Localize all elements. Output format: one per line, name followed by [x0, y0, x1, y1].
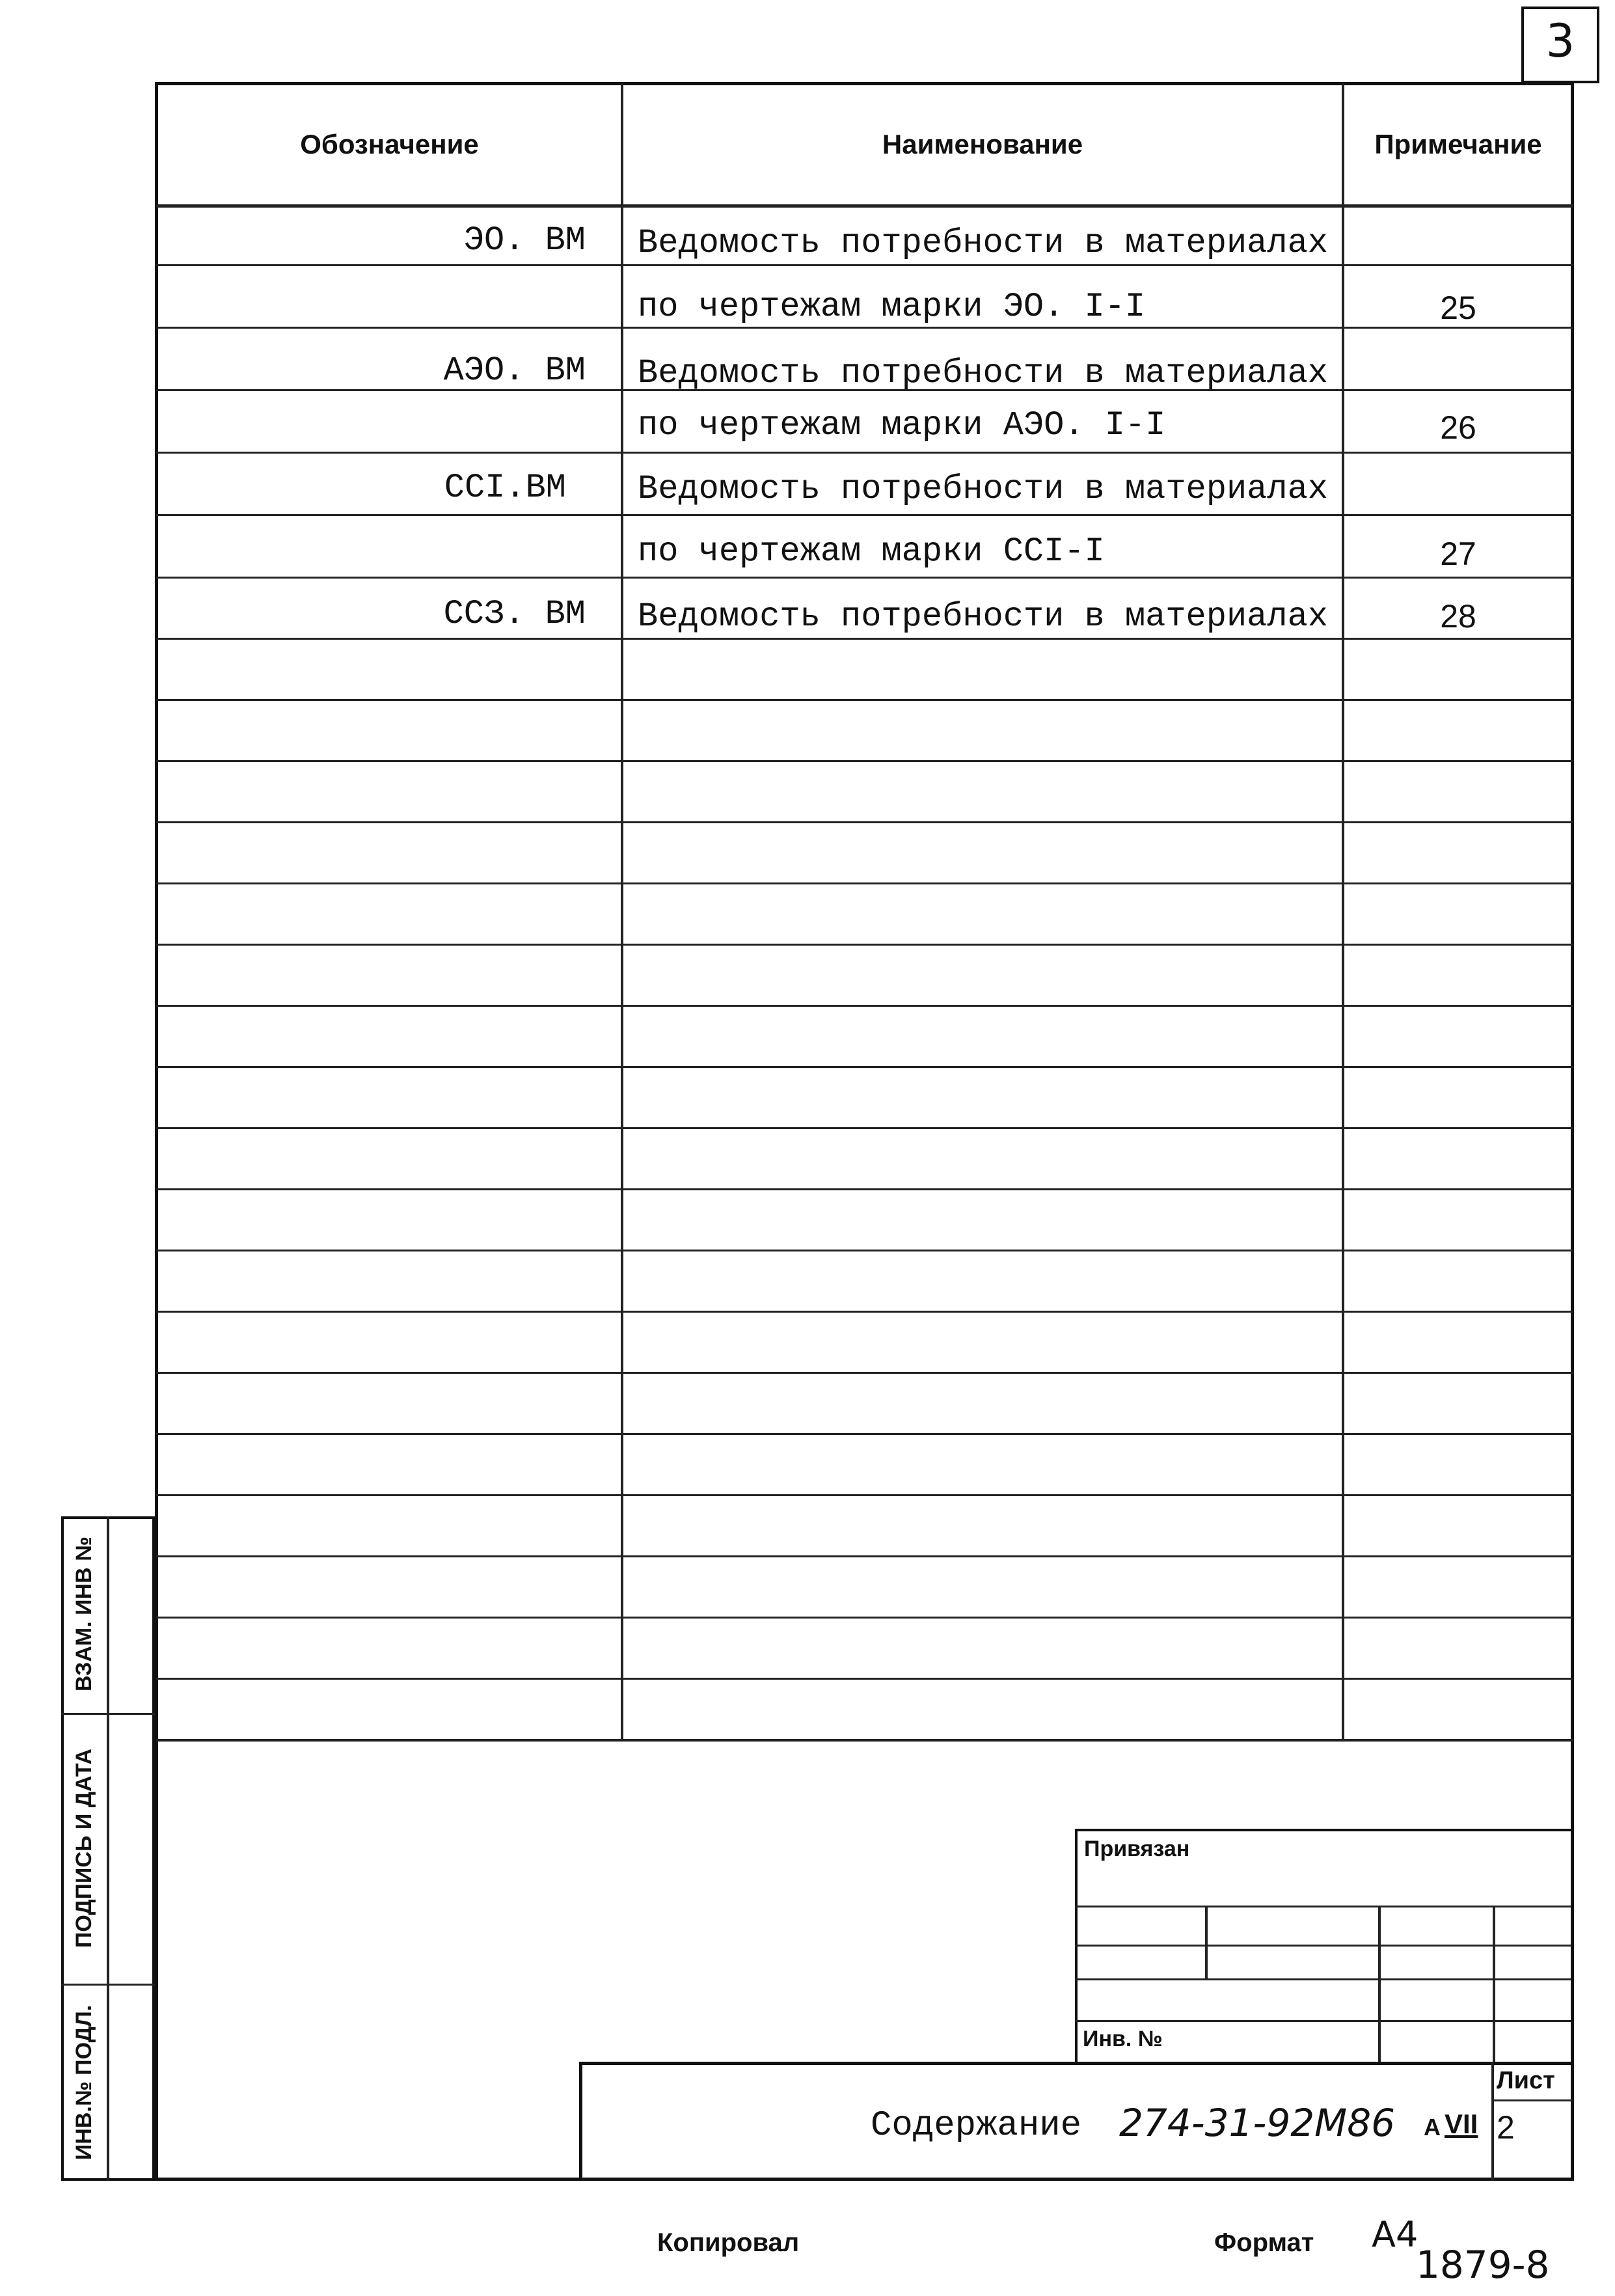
row-designation: ЭО. ВМ [463, 221, 586, 260]
row-note: 26 [1440, 409, 1476, 446]
archive-number: 1879-8 [1416, 2243, 1550, 2287]
album-number: VII [1445, 2109, 1478, 2139]
format-label: Формат [1214, 2228, 1314, 2257]
row-note: 27 [1440, 536, 1476, 572]
sheet-value: 2 [1497, 2109, 1515, 2146]
sheet-label: Лист [1497, 2067, 1555, 2094]
format-value: А4 [1372, 2214, 1418, 2255]
bound-label: Привязан [1084, 1837, 1190, 1861]
row-name: Ведомость потребности в материалах [638, 224, 1328, 262]
document-title: Содержание [871, 2106, 1082, 2146]
row-designation: ССЗ. ВМ [443, 595, 586, 633]
header-designation: Обозначение [300, 129, 479, 159]
row-name: Ведомость потребности в материалах [638, 470, 1328, 508]
header-name: Наименование [882, 129, 1083, 159]
row-name: по чертежам марки ЭО. I-I [638, 288, 1146, 326]
row-name: по чертежам марки ССI-I [638, 532, 1105, 571]
page-number: 3 [1545, 14, 1575, 68]
album-prefix: А [1424, 2114, 1441, 2140]
row-name: Ведомость потребности в материалах [638, 354, 1328, 392]
header-note: Примечание [1374, 129, 1542, 159]
row-note: 25 [1440, 290, 1476, 326]
row-name: по чертежам марки АЭО. I-I [638, 406, 1166, 444]
document-code: 274-31-92М86 [1119, 2101, 1396, 2145]
inv-label: Инв. № [1083, 2027, 1163, 2051]
copied-label: Копировал [657, 2228, 800, 2257]
row-designation: АЭО. ВМ [443, 351, 586, 390]
row-note: 28 [1440, 598, 1476, 635]
side-stamp-inv-original: ИНВ.№ ПОДЛ. [72, 2004, 96, 2161]
side-stamp-inv-replace: ВЗАМ. ИНВ № [72, 1536, 96, 1692]
row-name: Ведомость потребности в материалах [638, 597, 1328, 636]
side-stamp-signature-date: ПОДПИСЬ И ДАТА [72, 1748, 96, 1948]
row-designation: ССI.ВМ [444, 469, 566, 507]
